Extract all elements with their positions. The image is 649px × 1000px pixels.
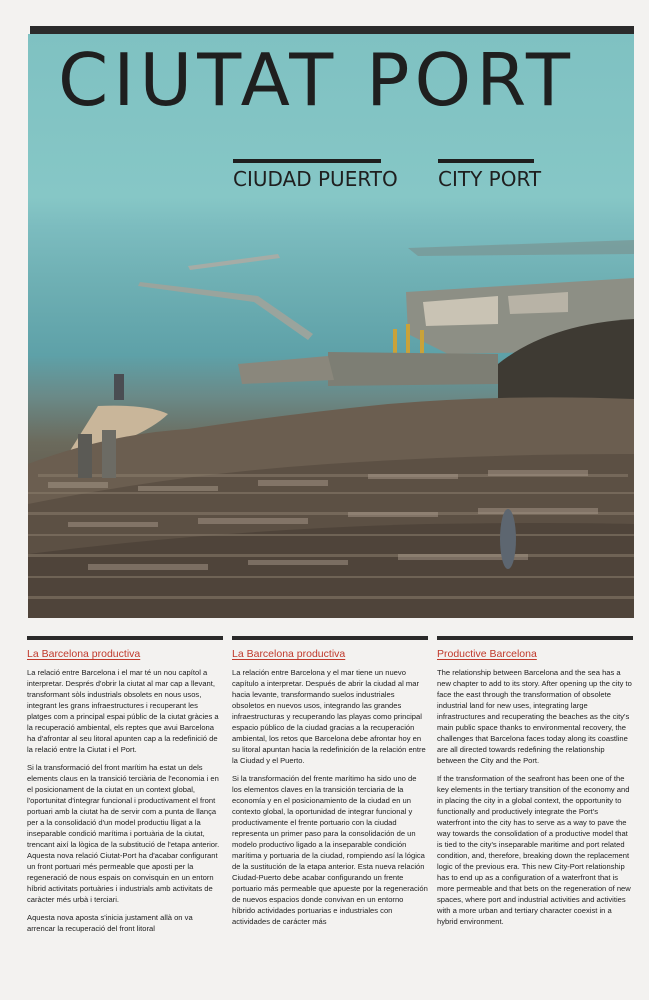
column-heading: Productive Barcelona [437, 648, 537, 660]
paragraph: La relació entre Barcelona i el mar té un nou capítol a interpretar. Després d'obrir la ciutat al mar cap a llevant, transformant sòls industrials obsolets en nous usos, integrant les grans infraestructures i recuperant les platges com a principal espai públic de la ciutat gràcies a la recuperació ambiental, els reptes que avui Barcelona ha d'afrontar al seu litoral apunten cap a la redefinició de la relació entre la Ciutat i el Port. [27, 667, 219, 754]
paragraph: If the transformation of the seafront has been one of the key elements in the tertiary transition of the economy and in placing the city in a global context, the opportunity to functionally and productively integrate the Port's waterfront into the city has to serve as a way to pave the way towards the consolidation of a productive model that is tied to the city's inseparable maritime and port related condition, and, therefore, breaking down the replacement logic of the previous era. This new City-Port relationship has to end up as a configuration of a waterfront that is more permeable and that bets on the regeneration of new spaces, where port and industrial activities and activities with a more urban and tertiary character coexist in a hybrid environment. [437, 773, 631, 926]
top-rule [30, 26, 634, 34]
paragraph: The relationship between Barcelona and the sea has a new chapter to add to its story. After opening up the city to face the east through the transformation of obsolete industrial land for new uses, integrating large infrastructures and recuperating the beaches as the city's main public space thanks to environmental recovery, the challenges that Barcelona faces today along its coastline are all directed towards redefining the relationship between the City and the Port. [437, 667, 632, 765]
column-spanish [232, 636, 428, 934]
paragraph: Si la transformació del front marítim ha estat un dels elements claus en la transició terciària de l'economia i en el posicionament de la ciutat en un context global, l'oportunitat d'integrar funcional i productivament el front portuari amb la ciutat ha de servir com a punta de llança per a la consolidació d'un model productiu lligat a la inseparable condició marítima i portuària de la ciutat, trencant així la lògica de la substitució de l'etapa anterior. Aquesta nova relació Ciutat-Port ha d'acabar configurant un front portuari més permeable que aposti per la regeneració de nous espais on convisquin en un entorn híbrid activitats portuàries i industrials amb activitats de caràcter més urbà i terciari. [27, 762, 220, 904]
column-heading: La Barcelona productiva [232, 648, 346, 660]
hero-photo-barcelona-port [28, 34, 634, 618]
column-catalan [27, 636, 223, 941]
column-rule [437, 636, 633, 640]
page-title: CIUTAT PORT [58, 38, 575, 122]
paragraph: Aquesta nova aposta s'inicia justament allà on va arrencar la recuperació del front litoral [27, 912, 193, 933]
column-rule [232, 636, 428, 640]
paragraph: La relación entre Barcelona y el mar tiene un nuevo capítulo a interpretar. Después de abrir la ciudad al mar hacia levante, transformando suelos industriales obsoletos en nuevos usos, integrando las grandes infraestructuras y recuperando las playas como principal espacio público de la ciudad gracias a la recuperación ambiental, los retos que Barcelona debe afrontar hoy en su litoral apuntan hacia la redefinición de la relación entre la Ciudad y el Puerto. [232, 667, 426, 765]
paragraph: Si la transformación del frente marítimo ha sido uno de los elementos claves en la transición terciaria de la economía y en el posicionamiento de la ciudad en un contexto global, la oportunidad de integrar funcional y productivamente el frente portuario con la ciudad representa un primer paso para la consolidación de un modelo productivo ligado a la inseparable condición marítima y portuaria de la ciudad, rompiendo así la lógica de la sustitución de la etapa anterior. Esta nueva relación Ciudad-Puerto debe acabar configurando un frente portuario más permeable que apueste por la regeneración de nuevos espacios donde convivan en un entorno híbrido actividades portuarias e industriales con actividades de carácter más [232, 773, 428, 926]
subtitle-english: CITY PORT [438, 159, 534, 191]
column-english [437, 636, 633, 934]
column-heading: La Barcelona productiva [27, 648, 141, 660]
subtitle-spanish: CIUDAD PUERTO [233, 159, 381, 191]
column-rule [27, 636, 223, 640]
